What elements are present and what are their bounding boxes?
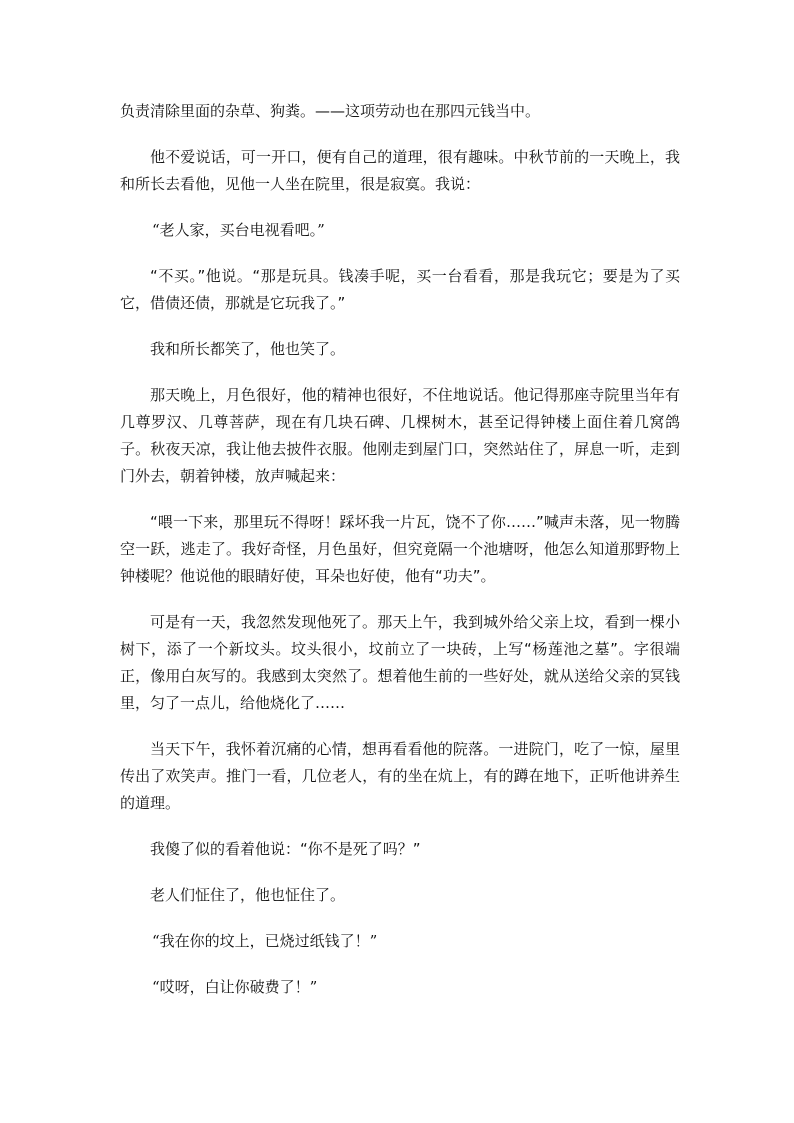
- paragraph-9: 当天下午，我怀着沉痛的心情，想再看看他的院落。一进院门，吃了一惊，屋里传出了欢笑声。推门一看，几位老人，有的坐在炕上，有的蹲在地下，正听他讲养生的道理。: [120, 740, 680, 812]
- article-body: [120, 98, 680, 1020]
- paragraph-3-quote: “老人家，买台电视看吧。”: [152, 221, 325, 239]
- paragraph-11: 老人们怔住了，他也怔住了。: [150, 886, 346, 904]
- paragraph-6: 那天晚上，月色很好，他的精神也很好，不住地说话。他记得那座寺院里当年有几尊罗汉、几尊菩萨，现在有几块石碑、几棵树木，甚至记得钟楼上面住着几窝鸽子。秋夜天凉，我让他去披件衣服。他刚走到屋门口，突然站住了，屏息一听，走到门外去，朝着钟楼，放声喊起来：: [120, 386, 680, 485]
- paragraph-2: 他不爱说话，可一开口，便有自己的道理，很有趣味。中秋节前的一天晚上，我和所长去看他，见他一人坐在院里，很是寂寞。我说：: [120, 148, 680, 193]
- paragraph-8: 可是有一天，我忽然发现他死了。那天上午，我到城外给父亲上坟，看到一棵小树下，添了一个新坟头。坟头很小，坟前立了一块砖，上写“杨莲池之墓”。字很端正，像用白灰写的。我感到太突然了。想着他生前的一些好处，就从送给父亲的冥钱里，匀了一点儿，给他烧化了……: [120, 613, 680, 712]
- paragraph-13-quote: “哎呀，白让你破费了！”: [152, 978, 318, 996]
- paragraph-12-quote: “我在你的坟上，已烧过纸钱了！”: [152, 932, 378, 950]
- paragraph-5: 我和所长都笑了，他也笑了。: [150, 340, 346, 358]
- paragraph-4: “不买。”他说。“那是玩具。钱凑手呢，买一台看看，那是我玩它；要是为了买它，借债还债，那就是它玩我了。”: [120, 267, 680, 312]
- paragraph-7: “喂一下来，那里玩不得呀！踩坏我一片瓦，饶不了你……”喊声未落，见一物腾空一跃，逃走了。我好奇怪，月色虽好，但究竟隔一个池塘呀，他怎么知道那野物上钟楼呢？他说他的眼睛好使，耳朵也好使，他有“功夫”。: [120, 513, 680, 585]
- paragraph-1: 负责清除里面的杂草、狗粪。——这项劳动也在那四元钱当中。: [120, 102, 541, 120]
- paragraph-10: 我傻了似的看着他说：“你不是死了吗？”: [150, 840, 421, 858]
